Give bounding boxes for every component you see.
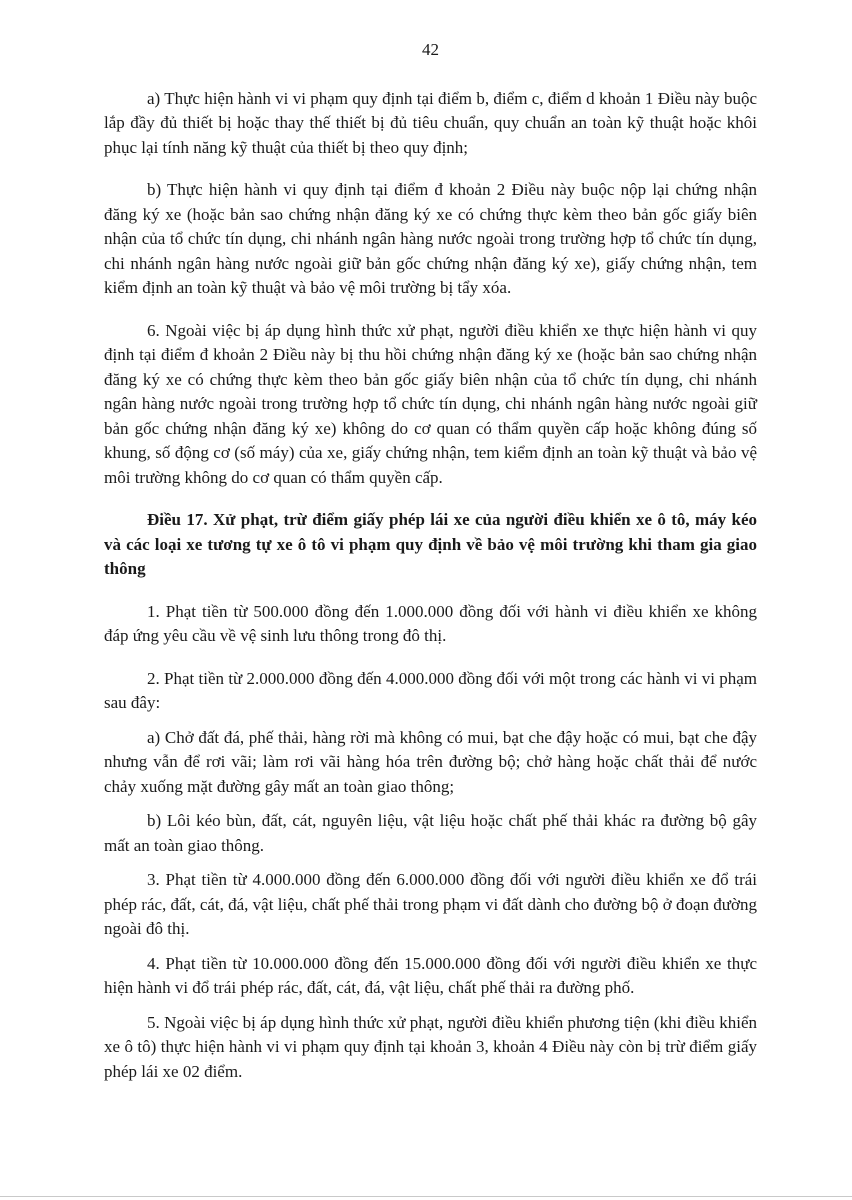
paragraph-remedy-b: b) Thực hiện hành vi quy định tại điểm đ khoản 2 Điều này buộc nộp lại chứng nhận đăng ký xe (hoặc bản sao chứng nhận đăng ký xe có chứng thực kèm theo bản gốc giấy biên nhận của tổ chức tín dụng, chi nhánh ngân hàng nước ngoài trong trường hợp tổ chức tín dụng, chi nhánh ngân hàng nước ngoài giữ bản gốc chứng nhận đăng ký xe), giấy chứng nhận, tem kiểm định an toàn kỹ thuật và bảo vệ môi trường bị tẩy xóa. <box>104 180 757 297</box>
scan-edge-line <box>0 1196 852 1197</box>
article-clause-2-a: a) Chở đất đá, phế thải, hàng rời mà không có mui, bạt che đậy hoặc có mui, bạt che đậy nhưng vẫn để rơi vãi; làm rơi vãi hàng hóa trên đường bộ; chở hàng hoặc chất thải để nước chảy xuống mặt đường gây mất an toàn giao thông; <box>104 727 757 796</box>
paragraph-clause-6: 6. Ngoài việc bị áp dụng hình thức xử phạt, người điều khiển xe thực hiện hành vi quy định tại điểm đ khoản 2 Điều này bị thu hồi chứng nhận đăng ký xe (hoặc bản sao chứng nhận đăng ký xe có chứng thực kèm theo bản gốc giấy biên nhận của tổ chức tín dụng, chi nhánh ngân hàng nước ngoài trong trường hợp tổ chức tín dụng, chi nhánh ngân hàng nước ngoài giữ bản gốc chứng nhận đăng ký xe) không do cơ quan có thẩm quyền cấp hoặc không đúng số khung, số động cơ (số máy) của xe, giấy chứng nhận, tem kiểm định an toàn kỹ thuật và bảo vệ môi trường không do cơ quan có thẩm quyền cấp. <box>104 320 757 487</box>
article-clause-3: 3. Phạt tiền từ 4.000.000 đồng đến 6.000.000 đồng đối với người điều khiển xe đổ trái phép rác, đất, cát, đá, vật liệu, chất phế thải trong phạm vi đất dành cho đường bộ ở đoạn đường ngoài đô thị. <box>104 870 757 938</box>
article-clause-5: 5. Ngoài việc bị áp dụng hình thức xử phạt, người điều khiển phương tiện (khi điều khiển xe ô tô) thực hiện hành vi vi phạm quy định tại khoản 3, khoản 4 Điều này còn bị trừ điểm giấy phép lái xe 02 điểm. <box>104 1012 757 1081</box>
article-clause-1: 1. Phạt tiền từ 500.000 đồng đến 1.000.000 đồng đối với hành vi điều khiển xe không đáp ứng yêu cầu về vệ sinh lưu thông trong đô thị. <box>104 601 757 645</box>
page-number: 42 <box>422 40 439 59</box>
article-clause-4: 4. Phạt tiền từ 10.000.000 đồng đến 15.000.000 đồng đối với người điều khiển xe thực hiện hành vi đổ trái phép rác, đất, cát, đá, vật liệu, chất phế thải ra đường phố. <box>104 953 757 997</box>
paragraph-remedy-a: a) Thực hiện hành vi vi phạm quy định tại điểm b, điểm c, điểm d khoản 1 Điều này buộc lắp đầy đủ thiết bị hoặc thay thế thiết bị đủ tiêu chuẩn, quy chuẩn an toàn kỹ thuật hoặc khôi phục lại tính năng kỹ thuật của thiết bị theo quy định; <box>104 88 757 157</box>
article-heading: Điều 17. Xử phạt, trừ điểm giấy phép lái xe của người điều khiển xe ô tô, máy kéo và các loại xe tương tự xe ô tô vi phạm quy định về bảo vệ môi trường khi tham gia giao thông <box>104 510 757 578</box>
article-clause-2-b: b) Lôi kéo bùn, đất, cát, nguyên liệu, vật liệu hoặc chất phế thải khác ra đường bộ gây mất an toàn giao thông. <box>104 811 757 855</box>
article-clause-2: 2. Phạt tiền từ 2.000.000 đồng đến 4.000.000 đồng đối với một trong các hành vi vi phạm sau đây: <box>104 668 757 712</box>
